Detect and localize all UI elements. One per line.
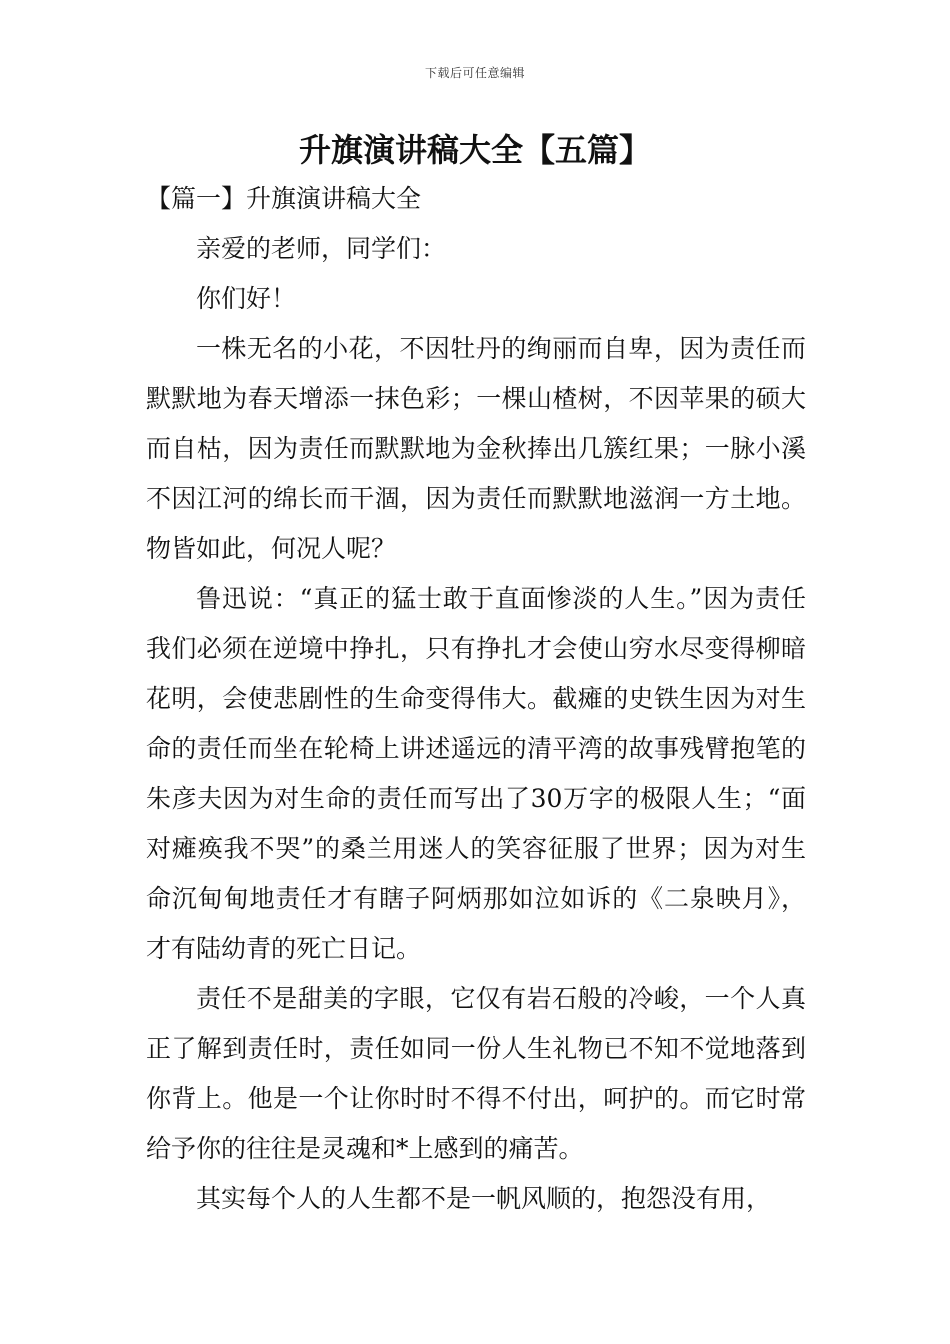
paragraph-flower: 一株无名的小花，不因牡丹的绚丽而自卑，因为责任而默默地为春天增添一抹色彩；一棵山楂树，不因苹果的硕大而自枯，因为责任而默默地为金秋捧出几簇红果；一脉小溪不因江河的绵长而干涸，因为责任而默默地滋润一方土地。物皆如此，何况人呢？ — [146, 334, 806, 563]
paragraph-hello: 你们好！ — [196, 284, 297, 313]
document-title: 升旗演讲稿大全【五篇】 — [298, 131, 651, 169]
header-note: 下载后可任意编辑 — [424, 66, 525, 80]
paragraph-luxun: 鲁迅说：“真正的猛士敢于直面惨淡的人生。”因为责任我们必须在逆境中挣扎，只有挣扎才会使山穷水尽变得柳暗花明，会使悲剧性的生命变得伟大。截瘫的史铁生因为对生命的责任而坐在轮椅上讲述遥远的清平湾的故事残臂抱笔的朱彦夫因为对生命的责任而写出了30万字的极限人生；“面对瘫痪我不哭”的桑兰用迷人的笑容征服了世界；因为对生命沉甸甸地责任才有瞎子阿炳那如泣如诉的《二泉映月》，才有陆幼青的死亡日记。 — [146, 584, 806, 963]
paragraph-greeting: 亲爱的老师，同学们： — [196, 234, 447, 263]
paragraph-life: 其实每个人的人生都不是一帆风顺的，抱怨没有用， — [196, 1184, 772, 1213]
document-body — [146, 174, 806, 1224]
paragraph-responsibility: 责任不是甜美的字眼，它仅有岩石般的冷峻，一个人真正了解到责任时，责任如同一份人生礼物已不知不觉地落到你背上。他是一个让你时时不得不付出，呵护的。而它时常给予你的往往是灵魂和*上感到的痛苦。 — [146, 984, 806, 1163]
section-heading: 【篇一】升旗演讲稿大全 — [146, 184, 422, 213]
